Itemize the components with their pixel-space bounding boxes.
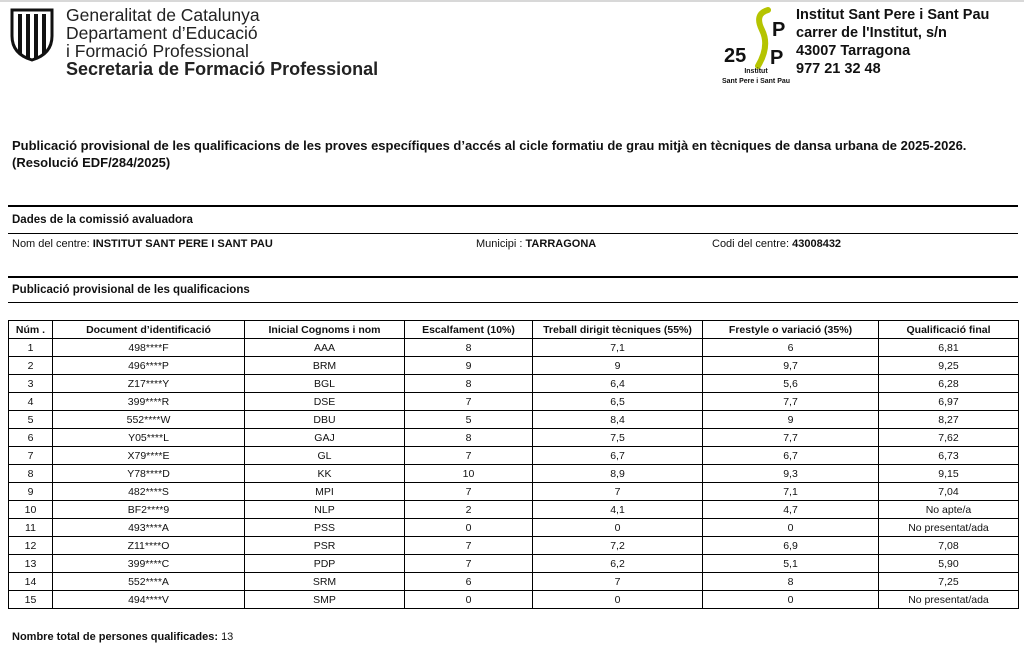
cell-initials: KK xyxy=(245,465,405,483)
cell-frestyle: 9,7 xyxy=(703,357,879,375)
cell-document: 399****R xyxy=(53,393,245,411)
col-initials: Inicial Cognoms i nom xyxy=(245,321,405,339)
col-escalfament: Escalfament (10%) xyxy=(405,321,533,339)
cell-final: 5,90 xyxy=(879,555,1019,573)
logo-caption-1: Institut xyxy=(744,68,768,75)
cell-frestyle: 0 xyxy=(703,591,879,609)
municipi-value: TARRAGONA xyxy=(525,238,597,250)
table-row xyxy=(9,501,1019,519)
divider xyxy=(8,205,1018,207)
generalitat-logo-icon xyxy=(8,6,56,62)
codi-label: Codi del centre: xyxy=(712,238,790,250)
cell-document: Z11****O xyxy=(53,537,245,555)
cell-document: X79****E xyxy=(53,447,245,465)
cell-num: 9 xyxy=(9,483,53,501)
svg-text:P: P xyxy=(770,47,784,69)
institute-header xyxy=(720,6,989,90)
cell-final: 7,62 xyxy=(879,429,1019,447)
institute-address: carrer de l'Institut, s/n xyxy=(796,25,947,41)
cell-num: 10 xyxy=(9,501,53,519)
cell-frestyle: 6,9 xyxy=(703,537,879,555)
logo-caption-2: Sant Pere i Sant Pau xyxy=(721,78,791,85)
cell-document: 494****V xyxy=(53,591,245,609)
cell-treball: 4,1 xyxy=(533,501,703,519)
cell-initials: PSR xyxy=(245,537,405,555)
cell-frestyle: 9 xyxy=(703,411,879,429)
table-row xyxy=(9,519,1019,537)
centre-info xyxy=(12,238,273,250)
gencat-line-1: Generalitat de Catalunya xyxy=(66,5,260,25)
cell-final: 6,81 xyxy=(879,339,1019,357)
svg-text:P: P xyxy=(772,19,786,41)
cell-final: 6,28 xyxy=(879,375,1019,393)
institute-city: 43007 Tarragona xyxy=(796,43,911,59)
col-treball: Treball dirigit tècniques (55%) xyxy=(533,321,703,339)
cell-num: 13 xyxy=(9,555,53,573)
cell-initials: AAA xyxy=(245,339,405,357)
divider xyxy=(8,302,1018,303)
cell-escalfament: 9 xyxy=(405,357,533,375)
table-row xyxy=(9,357,1019,375)
gencat-header xyxy=(8,6,378,78)
cell-escalfament: 0 xyxy=(405,519,533,537)
top-rule xyxy=(0,0,1024,2)
cell-document: 482****S xyxy=(53,483,245,501)
cell-escalfament: 0 xyxy=(405,591,533,609)
cell-final: No presentat/ada xyxy=(879,591,1019,609)
cell-escalfament: 7 xyxy=(405,483,533,501)
cell-num: 14 xyxy=(9,573,53,591)
cell-final: 7,04 xyxy=(879,483,1019,501)
cell-escalfament: 8 xyxy=(405,339,533,357)
gencat-line-2: Departament d’Educació xyxy=(66,23,258,43)
cell-treball: 6,2 xyxy=(533,555,703,573)
col-document: Document d’identificació xyxy=(53,321,245,339)
cell-treball: 6,4 xyxy=(533,375,703,393)
cell-frestyle: 0 xyxy=(703,519,879,537)
svg-text:25: 25 xyxy=(724,45,747,67)
cell-final: 9,15 xyxy=(879,465,1019,483)
title-line-2: (Resolució EDF/284/2025) xyxy=(12,155,171,170)
col-frestyle: Frestyle o variació (35%) xyxy=(703,321,879,339)
cell-num: 15 xyxy=(9,591,53,609)
cell-frestyle: 7,7 xyxy=(703,393,879,411)
cell-frestyle: 9,3 xyxy=(703,465,879,483)
cell-num: 6 xyxy=(9,429,53,447)
cell-escalfament: 7 xyxy=(405,447,533,465)
table-row xyxy=(9,339,1019,357)
municipi-info xyxy=(476,238,596,250)
cell-document: 552****W xyxy=(53,411,245,429)
cell-treball: 8,4 xyxy=(533,411,703,429)
qualifications-heading: Publicació provisional de les qualificacions xyxy=(12,284,250,296)
col-final: Qualificació final xyxy=(879,321,1019,339)
cell-treball: 7 xyxy=(533,573,703,591)
cell-frestyle: 6 xyxy=(703,339,879,357)
cell-initials: DBU xyxy=(245,411,405,429)
cell-initials: MPI xyxy=(245,483,405,501)
col-num: Núm . xyxy=(9,321,53,339)
cell-num: 11 xyxy=(9,519,53,537)
cell-treball: 8,9 xyxy=(533,465,703,483)
cell-treball: 7 xyxy=(533,483,703,501)
cell-final: 6,73 xyxy=(879,447,1019,465)
centre-label: Nom del centre: xyxy=(12,238,90,250)
table-header-row xyxy=(9,321,1019,339)
cell-frestyle: 8 xyxy=(703,573,879,591)
table-row xyxy=(9,393,1019,411)
cell-frestyle: 5,6 xyxy=(703,375,879,393)
cell-document: Z17****Y xyxy=(53,375,245,393)
table-row xyxy=(9,429,1019,447)
cell-num: 1 xyxy=(9,339,53,357)
table-row xyxy=(9,375,1019,393)
cell-frestyle: 4,7 xyxy=(703,501,879,519)
institute-name: Institut Sant Pere i Sant Pau xyxy=(796,7,990,23)
cell-initials: PDP xyxy=(245,555,405,573)
cell-frestyle: 6,7 xyxy=(703,447,879,465)
cell-escalfament: 6 xyxy=(405,573,533,591)
cell-escalfament: 2 xyxy=(405,501,533,519)
cell-initials: DSE xyxy=(245,393,405,411)
cell-treball: 6,5 xyxy=(533,393,703,411)
gencat-line-3: i Formació Professional xyxy=(66,41,249,61)
cell-num: 8 xyxy=(9,465,53,483)
cell-document: Y05****L xyxy=(53,429,245,447)
codi-value: 43008432 xyxy=(792,238,842,250)
table-body xyxy=(9,339,1019,609)
cell-final: No apte/a xyxy=(879,501,1019,519)
institute-logo-icon xyxy=(720,6,792,76)
cell-escalfament: 7 xyxy=(405,393,533,411)
cell-initials: SMP xyxy=(245,591,405,609)
table-row xyxy=(9,591,1019,609)
cell-initials: PSS xyxy=(245,519,405,537)
cell-initials: GAJ xyxy=(245,429,405,447)
institute-logo xyxy=(720,6,792,90)
cell-escalfament: 7 xyxy=(405,537,533,555)
cell-final: No presentat/ada xyxy=(879,519,1019,537)
cell-num: 4 xyxy=(9,393,53,411)
cell-escalfament: 8 xyxy=(405,429,533,447)
cell-document: 498****F xyxy=(53,339,245,357)
cell-num: 7 xyxy=(9,447,53,465)
divider xyxy=(8,233,1018,234)
table-row xyxy=(9,573,1019,591)
table-row xyxy=(9,411,1019,429)
table-row xyxy=(9,537,1019,555)
footer-value: 13 xyxy=(221,631,234,643)
cell-final: 7,08 xyxy=(879,537,1019,555)
cell-initials: GL xyxy=(245,447,405,465)
cell-final: 6,97 xyxy=(879,393,1019,411)
cell-final: 9,25 xyxy=(879,357,1019,375)
page-title xyxy=(12,137,1012,171)
cell-num: 12 xyxy=(9,537,53,555)
cell-num: 2 xyxy=(9,357,53,375)
cell-document: 493****A xyxy=(53,519,245,537)
cell-num: 5 xyxy=(9,411,53,429)
codi-info xyxy=(712,238,841,250)
table-row xyxy=(9,465,1019,483)
footer-total xyxy=(12,631,233,643)
cell-treball: 9 xyxy=(533,357,703,375)
title-line-1: Publicació provisional de les qualificacions de les proves específiques d’accés al cicle formatiu de grau mitjà en tècniques de dansa urbana de 2025-2026. xyxy=(12,138,967,153)
qualifications-table xyxy=(8,320,1019,609)
municipi-label: Municipi : xyxy=(476,238,523,250)
cell-treball: 7,5 xyxy=(533,429,703,447)
cell-frestyle: 5,1 xyxy=(703,555,879,573)
footer-label: Nombre total de persones qualificades: xyxy=(12,631,218,643)
cell-frestyle: 7,7 xyxy=(703,429,879,447)
table-row xyxy=(9,447,1019,465)
cell-escalfament: 5 xyxy=(405,411,533,429)
cell-escalfament: 7 xyxy=(405,555,533,573)
cell-initials: BGL xyxy=(245,375,405,393)
institute-phone: 977 21 32 48 xyxy=(796,61,881,77)
cell-treball: 0 xyxy=(533,519,703,537)
divider xyxy=(8,276,1018,278)
table-row xyxy=(9,483,1019,501)
cell-treball: 7,1 xyxy=(533,339,703,357)
cell-document: 552****A xyxy=(53,573,245,591)
cell-final: 8,27 xyxy=(879,411,1019,429)
cell-treball: 7,2 xyxy=(533,537,703,555)
cell-escalfament: 10 xyxy=(405,465,533,483)
cell-document: Y78****D xyxy=(53,465,245,483)
cell-final: 7,25 xyxy=(879,573,1019,591)
cell-treball: 0 xyxy=(533,591,703,609)
cell-initials: SRM xyxy=(245,573,405,591)
cell-frestyle: 7,1 xyxy=(703,483,879,501)
cell-escalfament: 8 xyxy=(405,375,533,393)
cell-document: 496****P xyxy=(53,357,245,375)
commission-heading: Dades de la comissió avaluadora xyxy=(12,214,193,226)
gencat-secretaria: Secretaria de Formació Professional xyxy=(66,59,379,79)
cell-initials: NLP xyxy=(245,501,405,519)
cell-num: 3 xyxy=(9,375,53,393)
cell-document: 399****C xyxy=(53,555,245,573)
cell-initials: BRM xyxy=(245,357,405,375)
cell-treball: 6,7 xyxy=(533,447,703,465)
cell-document: BF2****9 xyxy=(53,501,245,519)
table-row xyxy=(9,555,1019,573)
centre-value: INSTITUT SANT PERE I SANT PAU xyxy=(92,238,273,250)
